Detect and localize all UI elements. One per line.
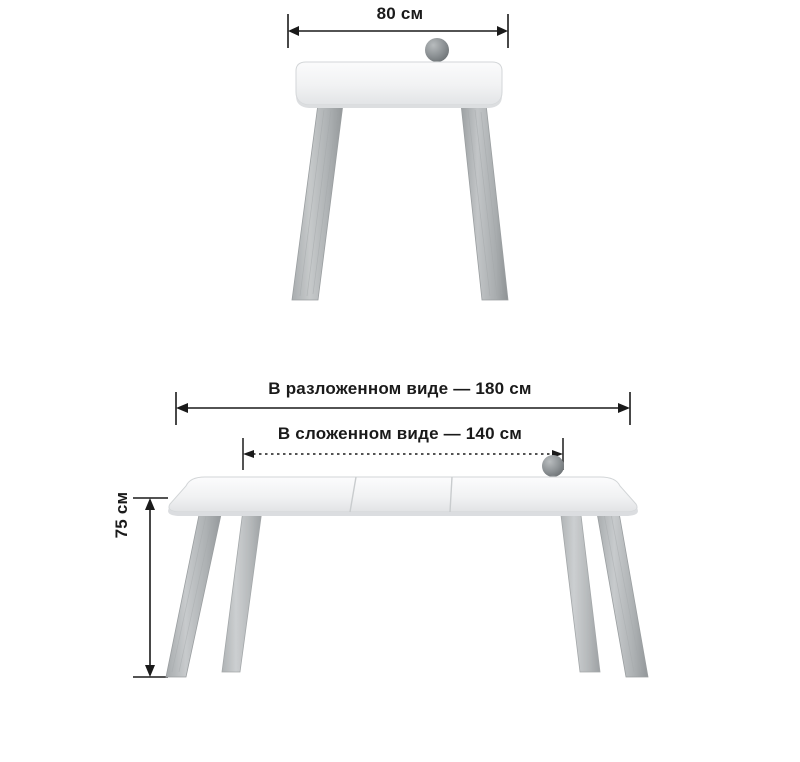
open-width-label: В разложенном виде — 180 см (268, 379, 532, 398)
height-label: 75 см (112, 491, 131, 539)
folded-width-label: В сложенном виде — 140 см (277, 424, 523, 443)
end-view-tabletop (296, 62, 502, 108)
top-width-label: 80 см (376, 4, 424, 23)
height-dimension-line (133, 498, 168, 677)
front-view-legs (166, 507, 648, 677)
end-view-legs (292, 104, 508, 300)
end-view-illustration (0, 0, 800, 340)
front-view-illustration (0, 362, 800, 762)
front-view-tabletop (168, 477, 638, 516)
